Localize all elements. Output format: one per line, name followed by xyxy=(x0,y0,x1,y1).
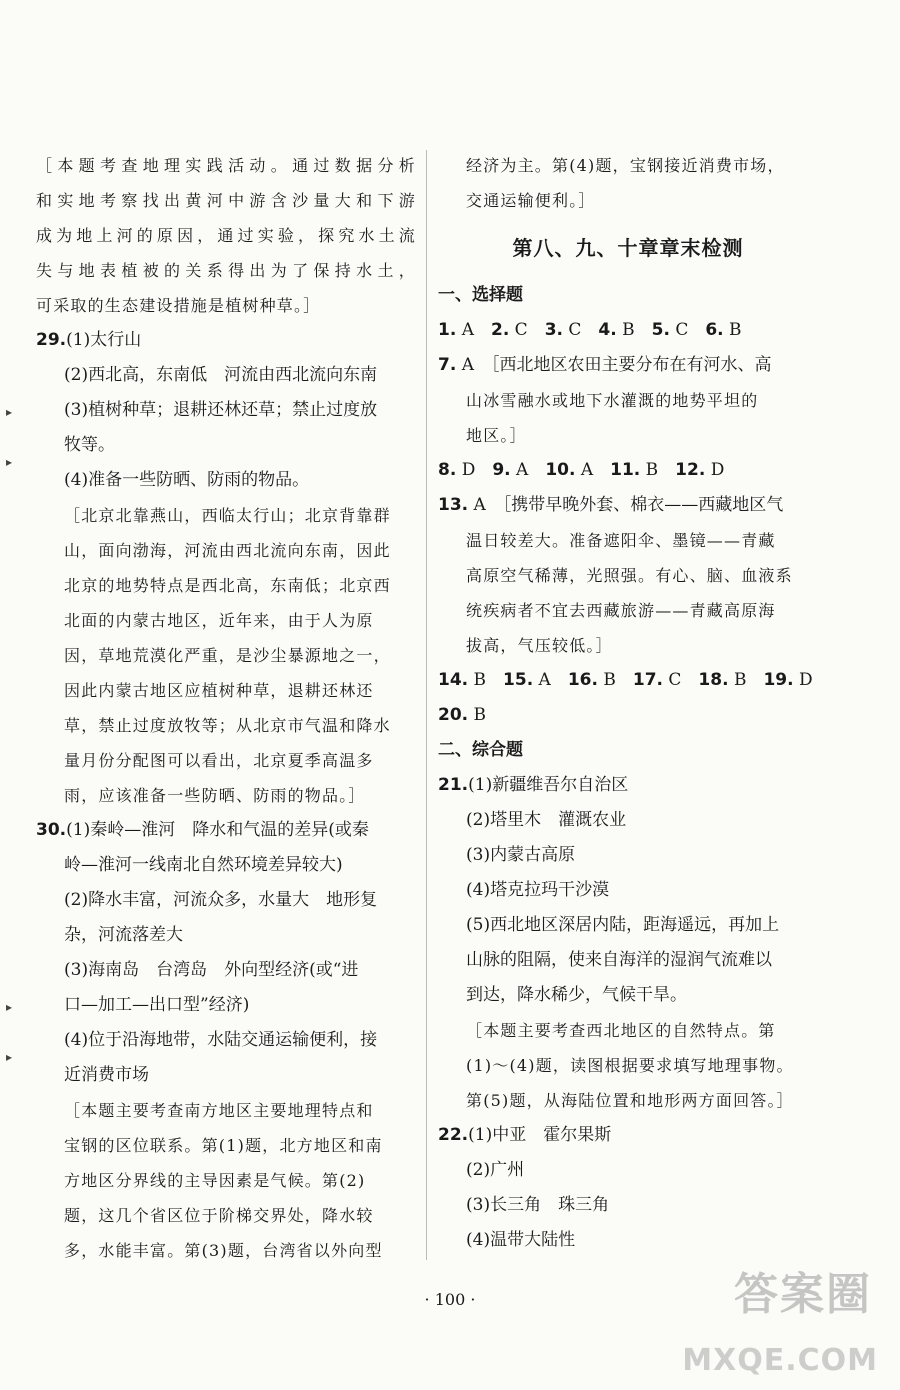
section-title-text: 二、综合题 xyxy=(438,740,523,760)
margin-mark: ▸ xyxy=(6,405,13,419)
line-text: (5)西北地区深居内陆，距海遥远，再加上 xyxy=(466,915,780,935)
line-text: 多，水能丰富。第(3)题，台湾省以外向型 xyxy=(64,1241,383,1260)
text-line xyxy=(438,663,818,698)
line-text: ［本题主要考查西北地区的自然特点。第 xyxy=(466,1021,776,1040)
text-line xyxy=(36,288,416,323)
line-text: 因此内蒙古地区应植树种草，退耕还林还 xyxy=(64,681,374,700)
line-text: 温日较差大。准备遮阳伞、墨镜——青藏 xyxy=(466,531,776,550)
text-line xyxy=(438,1083,818,1118)
text-line xyxy=(438,183,818,218)
text-line xyxy=(438,908,818,943)
text-line xyxy=(438,488,818,523)
text-line xyxy=(438,523,818,558)
question-number: 21. xyxy=(438,775,469,795)
margin-mark: ▸ xyxy=(6,455,13,469)
text-line xyxy=(438,383,818,418)
line-text: 口—加工—出口型”经济) xyxy=(64,995,250,1015)
text-line xyxy=(438,943,818,978)
text-line xyxy=(36,603,416,638)
question-line xyxy=(36,813,416,848)
text-line xyxy=(36,463,416,498)
line-text: 草，禁止过度放牧等；从北京市气温和降水 xyxy=(64,716,391,735)
line-text: 失与地表植被的关系得出为了保持水土， xyxy=(36,261,416,280)
line-text: 地区。］ xyxy=(466,426,527,445)
line-text: ［本题考查地理实践活动。通过数据分析 xyxy=(36,156,416,175)
line-text: ［北京北靠燕山，西临太行山；北京背靠群 xyxy=(64,506,391,525)
line-text: 量月份分配图可以看出，北京夏季高温多 xyxy=(64,751,374,770)
watermark-logo xyxy=(682,1258,890,1378)
text-line xyxy=(438,593,818,628)
line-text: (3)海南岛 台湾岛 外向型经济(或“进 xyxy=(64,960,359,980)
line-text: 20. B xyxy=(438,705,487,725)
watermark-url: MXQE.COM xyxy=(682,1343,878,1378)
line-text: (4)准备一些防晒、防雨的物品。 xyxy=(64,470,310,490)
line-text: (1)太行山 xyxy=(66,330,142,350)
text-line xyxy=(36,533,416,568)
section-heading: 第八、九、十章章末检测 xyxy=(512,236,744,260)
line-text: (1)～(4)题，读图根据要求填写地理事物。 xyxy=(466,1056,794,1075)
text-line xyxy=(36,428,416,463)
text-line xyxy=(438,628,818,663)
line-text: 因，草地荒漠化严重，是沙尘暴源地之一， xyxy=(64,646,391,665)
text-line xyxy=(438,1013,818,1048)
line-text: 和实地考察找出黄河中游含沙量大和下游 xyxy=(36,191,416,210)
text-line xyxy=(36,953,416,988)
text-line xyxy=(36,568,416,603)
line-text: (3)植树种草；退耕还林还草；禁止过度放 xyxy=(64,400,378,420)
text-line xyxy=(36,1023,416,1058)
line-text: 杂，河流落差大 xyxy=(64,925,183,945)
question-line xyxy=(438,768,818,803)
text-line xyxy=(36,778,416,813)
watermark-title: 答案圈 xyxy=(734,1269,872,1320)
line-text: 7. A ［西北地区农田主要分布在有河水、高 xyxy=(438,355,772,375)
page-number: · 100 · xyxy=(424,1290,476,1309)
left-column xyxy=(36,148,416,1268)
text-line xyxy=(438,1048,818,1083)
line-text: (2)塔里木 灌溉农业 xyxy=(466,810,627,830)
line-text: 统疾病者不宜去西藏旅游——青藏高原海 xyxy=(466,601,776,620)
text-line xyxy=(438,803,818,838)
line-text: 拔高，气压较低。］ xyxy=(466,636,613,655)
question-number: 22. xyxy=(438,1125,469,1145)
text-line xyxy=(438,148,818,183)
margin-mark: ▸ xyxy=(6,1050,13,1064)
line-text: 岭—淮河一线南北自然环境差异较大) xyxy=(64,855,343,875)
text-line xyxy=(36,393,416,428)
line-text: 山，面向渤海，河流由西北流向东南，因此 xyxy=(64,541,391,560)
line-text: (2)降水丰富，河流众多，水量大 地形复 xyxy=(64,890,378,910)
text-line xyxy=(438,1153,818,1188)
text-line xyxy=(36,883,416,918)
line-text: 牧等。 xyxy=(64,435,115,455)
line-text: 8. D 9. A 10. A 11. B 12. D xyxy=(438,460,725,480)
text-line xyxy=(36,1093,416,1128)
question-number: 29. xyxy=(36,330,67,350)
line-text: 到达，降水稀少，气候干旱。 xyxy=(466,985,687,1005)
line-text: 近消费市场 xyxy=(64,1065,149,1085)
text-line xyxy=(36,638,416,673)
text-line xyxy=(36,918,416,953)
line-text: (3)长三角 珠三角 xyxy=(466,1195,610,1215)
line-text: 第(5)题，从海陆位置和地形两方面回答。］ xyxy=(466,1091,794,1110)
line-text: 山冰雪融水或地下水灌溉的地势平坦的 xyxy=(466,391,759,410)
line-text: (2)西北高，东南低 河流由西北流向东南 xyxy=(64,365,378,385)
text-line xyxy=(36,1163,416,1198)
text-line xyxy=(438,1188,818,1223)
text-line xyxy=(438,698,818,733)
question-line xyxy=(438,1118,818,1153)
line-text: (1)中亚 霍尔果斯 xyxy=(468,1125,612,1145)
question-line xyxy=(36,323,416,358)
text-line xyxy=(438,873,818,908)
line-text: 成为地上河的原因，通过实验，探究水土流 xyxy=(36,226,416,245)
text-line xyxy=(36,1058,416,1093)
margin-mark: ▸ xyxy=(6,1000,13,1014)
text-line xyxy=(36,218,416,253)
text-line xyxy=(36,848,416,883)
section-title-text: 一、选择题 xyxy=(438,285,523,305)
text-line xyxy=(36,498,416,533)
column-divider xyxy=(426,150,427,1260)
line-text: (1)新疆维吾尔自治区 xyxy=(468,775,629,795)
text-line xyxy=(36,743,416,778)
text-line xyxy=(438,418,818,453)
text-line xyxy=(36,1128,416,1163)
line-text: 交通运输便利。］ xyxy=(466,191,596,210)
line-text: 北面的内蒙古地区，近年来，由于人为原 xyxy=(64,611,374,630)
text-line xyxy=(438,453,818,488)
line-text: 北京的地势特点是西北高，东南低；北京西 xyxy=(64,576,391,595)
line-text: (4)位于沿海地带，水陆交通运输便利，接 xyxy=(64,1030,378,1050)
text-line xyxy=(36,253,416,288)
line-text: 可采取的生态建设措施是植树种草。］ xyxy=(36,296,321,315)
text-line xyxy=(36,1233,416,1268)
text-line xyxy=(36,358,416,393)
line-text: 高原空气稀薄，光照强。有心、脑、血液系 xyxy=(466,566,793,585)
line-text: 山脉的阻隔，使来自海洋的湿润气流难以 xyxy=(466,950,772,970)
line-text: (2)广州 xyxy=(466,1160,525,1180)
line-text: 1. A 2. C 3. C 4. B 5. C 6. B xyxy=(438,320,742,340)
text-line xyxy=(438,1223,818,1258)
text-line xyxy=(36,148,416,183)
text-line xyxy=(36,673,416,708)
text-line xyxy=(438,978,818,1013)
text-line xyxy=(36,708,416,743)
line-text: 经济为主。第(4)题，宝钢接近消费市场， xyxy=(466,156,785,175)
line-text: (4)塔克拉玛干沙漠 xyxy=(466,880,610,900)
question-number: 30. xyxy=(36,820,67,840)
text-line xyxy=(36,988,416,1023)
text-line xyxy=(438,838,818,873)
section-title xyxy=(438,278,818,313)
text-line xyxy=(438,348,818,383)
line-text: ［本题主要考查南方地区主要地理特点和 xyxy=(64,1101,374,1120)
text-line xyxy=(438,558,818,593)
right-column xyxy=(438,148,818,1258)
section-title xyxy=(438,733,818,768)
text-line xyxy=(438,313,818,348)
line-text: 13. A ［携带早晚外套、棉衣——西藏地区气 xyxy=(438,495,784,515)
line-text: 雨，应该准备一些防晒、防雨的物品。］ xyxy=(64,786,366,805)
line-text: (3)内蒙古高原 xyxy=(466,845,576,865)
line-text: (1)秦岭—淮河 降水和气温的差异(或秦 xyxy=(66,820,369,840)
line-text: 题，这几个省区位于阶梯交界处，降水较 xyxy=(64,1206,374,1225)
line-text: 方地区分界线的主导因素是气候。第(2) xyxy=(64,1171,366,1190)
line-text: 宝钢的区位联系。第(1)题，北方地区和南 xyxy=(64,1136,383,1155)
text-line xyxy=(36,183,416,218)
line-text: 14. B 15. A 16. B 17. C 18. B 19. D xyxy=(438,670,813,690)
line-text: (4)温带大陆性 xyxy=(466,1230,576,1250)
text-line xyxy=(36,1198,416,1233)
